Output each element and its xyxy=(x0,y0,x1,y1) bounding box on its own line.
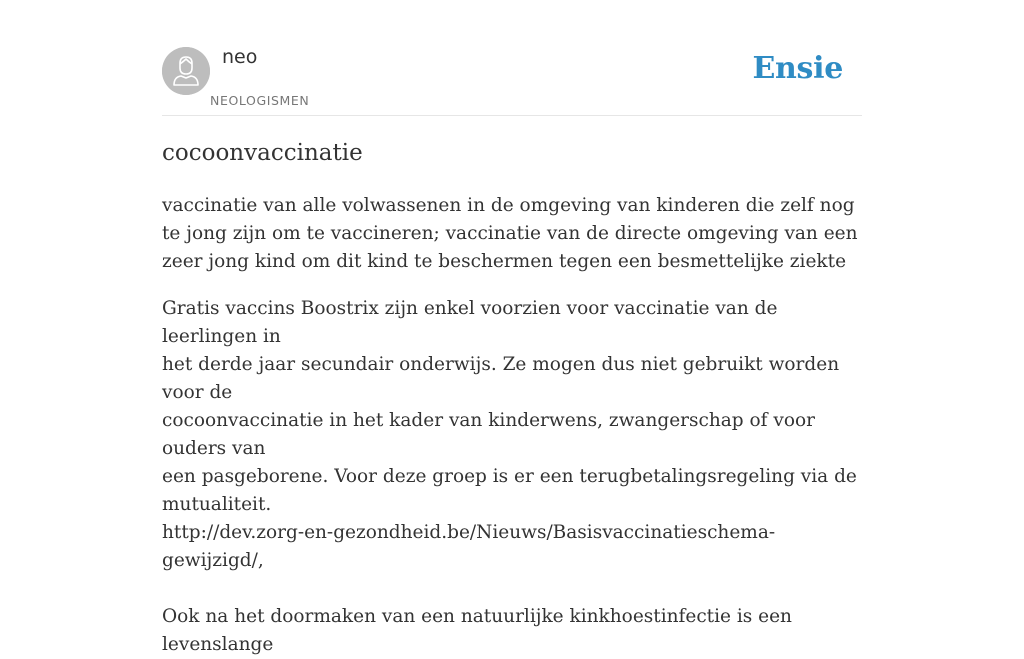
author-link[interactable]: neo xyxy=(222,46,258,68)
ensie-logo[interactable]: Ensie xyxy=(752,51,843,86)
example-blank-line xyxy=(162,575,872,603)
example-line: cocoonvaccinatie in het kader van kinderwens, zwangerschap of voor ouders van xyxy=(162,410,815,459)
entry-example xyxy=(162,295,872,659)
example-line: Ook na het doormaken van een natuurlijke kinkhoestinfectie is een levenslange xyxy=(162,606,792,655)
entry-title: cocoonvaccinatie xyxy=(162,140,363,166)
category-link[interactable]: NEOLOGISMEN xyxy=(210,93,310,108)
example-line: mutualiteit. xyxy=(162,494,272,515)
content-container xyxy=(162,0,862,655)
user-avatar-icon[interactable] xyxy=(162,47,210,95)
example-line: een pasgeborene. Voor deze groep is er een terugbetalingsregeling via de xyxy=(162,466,857,487)
entry-definition: vaccinatie van alle volwassenen in de omgeving van kinderen die zelf nog te jong zijn om te vaccineren; vaccinatie van de directe omgeving van een zeer jong kind om dit kind te beschermen tegen een besmettelijke ziekte xyxy=(162,195,858,272)
example-line: het derde jaar secundair onderwijs. Ze mogen dus niet gebruikt worden voor de xyxy=(162,354,840,403)
example-source-link[interactable]: http://dev.zorg-en-gezondheid.be/Nieuws/Basisvaccinatieschema-gewijzigd/, xyxy=(162,522,776,571)
example-line: Gratis vaccins Boostrix zijn enkel voorzien voor vaccinatie van de leerlingen in xyxy=(162,298,778,347)
entry-header xyxy=(162,0,862,116)
